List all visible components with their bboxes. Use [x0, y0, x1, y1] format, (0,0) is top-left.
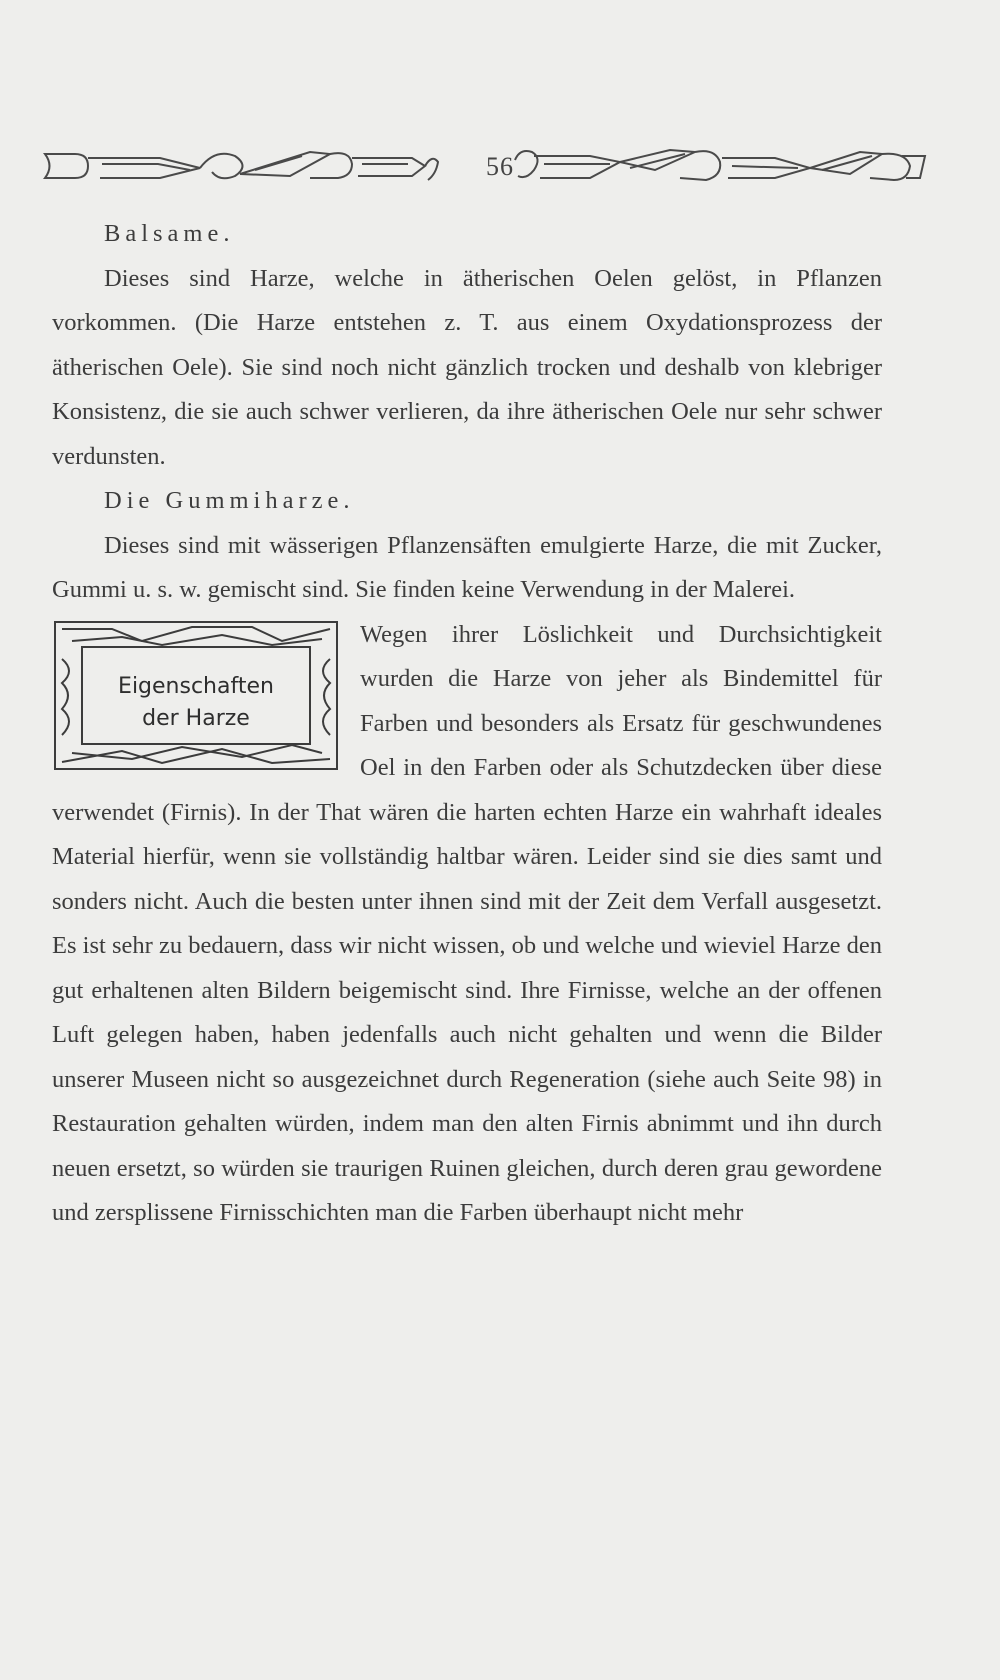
body-text: [52, 212, 882, 1236]
section-heading-gummiharze: Die Gummiharze.: [104, 487, 355, 514]
marginal-note-line1: Eigenschaften: [118, 673, 274, 699]
section-heading-balsame: Balsame.: [104, 220, 235, 247]
page-number: 56: [486, 152, 514, 181]
marginal-note-line2: der Harze: [142, 705, 250, 731]
paragraph-balsame: Dieses sind Harze, welche in ätherischen Oelen gelöst, in Pflanzen vorkommen. (Die Harze entstehen z. T. aus einem Oxydationsprozess der ätherischen Oele). Sie sind noch nicht gänzlich trocken und deshalb von klebriger Konsistenz, die sie auch schwer verlieren, da ihre ätherischen Oele nur sehr schwer verdunsten.: [52, 264, 882, 470]
paragraph-gummiharze: Dieses sind mit wässerigen Pflanzensäften emulgierte Harze, die mit Zucker, Gummi u. s. w. gemischt sind. Sie finden keine Verwendung in der Malerei.: [52, 531, 882, 603]
paragraph-eigenschaften: Wegen ihrer Löslichkeit und Durchsichtigkeit wurden die Harze von jeher als Bindemittel für Farben und besonders als Ersatz für geschwundenes Oel in den Farben oder als Schutzdecken über diese verwendet (Firnis). In der That wären die harten echten Harze ein wahrhaft ideales Material hierfür, wenn sie vollständig haltbar wären. Leider sind sie dies samt und sonders nicht. Auch die besten unter ihnen sind mit der Zeit dem Verfall ausgesetzt. Es ist sehr zu bedauern, dass wir nicht wissen, ob und welche und wieviel Harze den gut erhaltenen alten Bildern beigemischt sind. Ihre Firnisse, welche an der offenen Luft gelegen haben, haben jedenfalls auch nicht gehalten und wenn die Bilder unserer Museen nicht so ausgezeichnet durch Regeneration (siehe auch Seite 98) in Restauration gehalten würden, indem man den alten Firnis abnimmt und ihn durch neuen ersetzt, so würden sie traurigen Ruinen gleichen, durch deren grau gewordene und zersplissene Firnisschichten man die Farben überhaupt nicht mehr: [52, 620, 882, 1226]
marginal-note-box: [52, 619, 340, 772]
art-nouveau-scroll-ornament-left-icon: [40, 140, 440, 190]
page-header: [40, 140, 960, 190]
art-nouveau-scroll-ornament-right-icon: [510, 140, 930, 190]
